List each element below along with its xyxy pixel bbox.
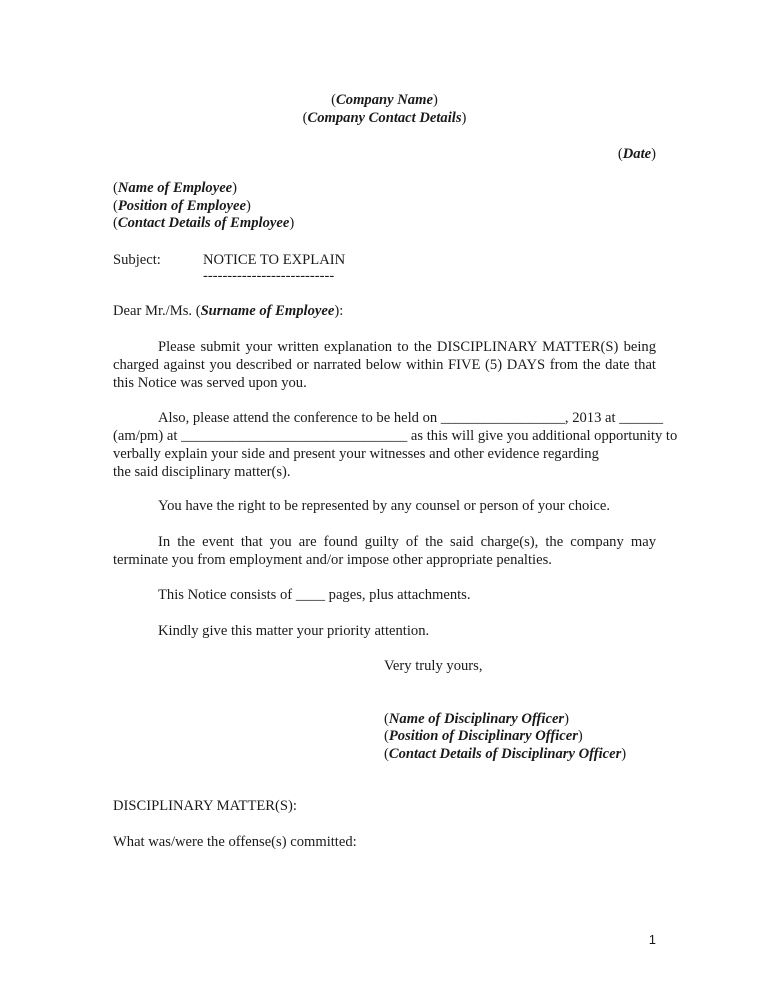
paragraph-conference-line-4: the said disciplinary matter(s). <box>113 464 291 480</box>
paragraph-submit-explanation: Please submit your written explanation to the DISCIPLINARY MATTER(S) being charged against you described or narrated below within FIVE (5) DAYS from the date that this Notice was served upon you. <box>113 339 656 391</box>
recipient-contact: Contact Details of Employee <box>117 215 290 231</box>
paragraph-conference-line-1: Also, please attend the conference to be held on _________________, 2013 at ______ <box>158 410 663 426</box>
company-name: Company Name <box>336 92 433 108</box>
recipient-position: Position of Employee <box>117 198 246 214</box>
company-contact: Company Contact Details <box>307 110 462 126</box>
officer-name: Name of Disciplinary Officer <box>388 711 565 727</box>
date-line: (Date) <box>617 146 656 162</box>
disciplinary-matters-heading: DISCIPLINARY MATTER(S): <box>113 798 297 814</box>
date-field: Date <box>622 146 652 162</box>
subject-label: Subject: <box>113 252 161 268</box>
valediction: Very truly yours, <box>384 658 483 674</box>
paragraph-penalties: In the event that you are found guilty of the said charge(s), the company may terminate you from employment and/or impose other appropriate penalties. <box>113 534 656 568</box>
salutation-suffix: ): <box>334 303 344 319</box>
offense-question: What was/were the offense(s) committed: <box>113 834 357 850</box>
paragraph-priority: Kindly give this matter your priority attention. <box>158 623 430 639</box>
company-name-line: (Company Name) <box>331 92 438 108</box>
subject-value: NOTICE TO EXPLAIN <box>203 252 346 268</box>
officer-position-line: (Position of Disciplinary Officer) <box>384 728 583 744</box>
salutation-surname: Surname of Employee <box>200 303 335 319</box>
officer-name-line: (Name of Disciplinary Officer) <box>384 711 569 727</box>
salutation-prefix: Dear Mr./Ms. ( <box>113 303 201 319</box>
officer-position: Position of Disciplinary Officer <box>388 728 578 744</box>
recipient-contact-line: (Contact Details of Employee) <box>113 215 295 231</box>
subject-underline: --------------------------- <box>203 268 335 284</box>
paragraph-conference-line-3: verbally explain your side and present your witnesses and other evidence regarding <box>113 446 599 462</box>
company-contact-line: (Company Contact Details) <box>302 110 467 126</box>
paragraph-page-count: This Notice consists of ____ pages, plus attachments. <box>158 587 471 603</box>
officer-contact: Contact Details of Disciplinary Officer <box>388 746 622 762</box>
salutation <box>113 302 343 320</box>
recipient-name-line: (Name of Employee) <box>113 180 238 196</box>
officer-contact-line: (Contact Details of Disciplinary Officer) <box>384 746 627 762</box>
paragraph-right-to-counsel: You have the right to be represented by any counsel or person of your choice. <box>158 498 611 514</box>
page-number: 1 <box>648 932 656 947</box>
paragraph-conference-line-2: (am/pm) at _______________________________ as this will give you additional opportunity to <box>113 428 678 444</box>
recipient-position-line: (Position of Employee) <box>113 198 251 214</box>
recipient-name: Name of Employee <box>117 180 233 196</box>
